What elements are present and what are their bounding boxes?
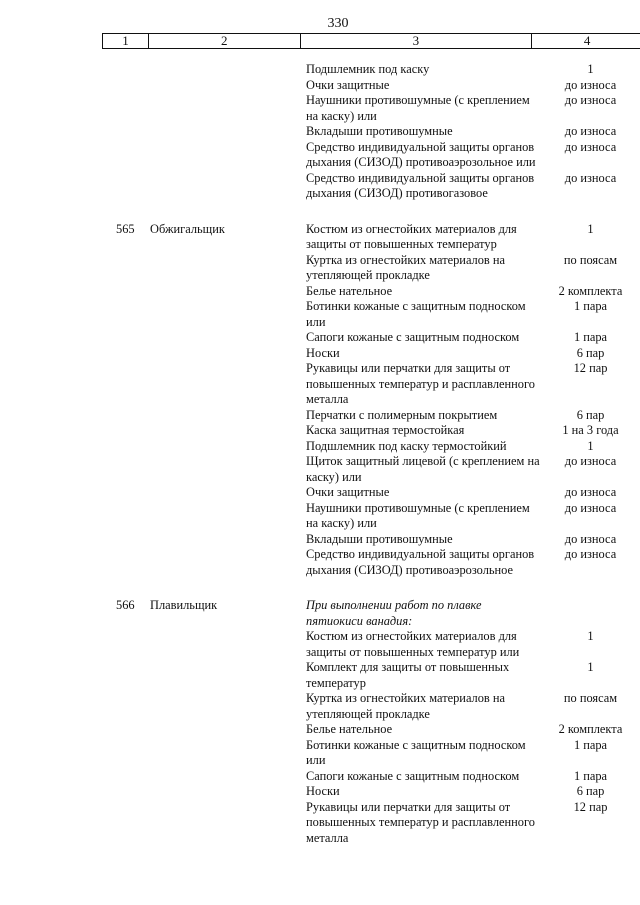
page-number: 330 [327, 16, 349, 31]
occupation-name [150, 660, 306, 691]
row-indent [0, 330, 116, 346]
ppe-quantity: 1 пара [573, 737, 608, 752]
table-row [0, 738, 640, 769]
ppe-item: Средство индивидуальной защиты органов дыхания (СИЗОД) противоаэрозольное [306, 547, 535, 577]
table-row [0, 501, 640, 532]
entry-number: 566 [116, 598, 135, 612]
ppe-item: Комплект для защиты от повышенных температур [306, 660, 510, 690]
occupation-name [150, 171, 306, 202]
entry-number [116, 346, 150, 362]
occupation-name [150, 784, 306, 800]
entry-number [116, 454, 150, 485]
entry-number [116, 532, 150, 548]
entry-group [0, 222, 640, 579]
entry-number [116, 171, 150, 202]
ppe-quantity: до износа [564, 77, 617, 92]
table-row [0, 485, 640, 501]
occupation-name [150, 62, 306, 78]
ppe-quantity: 1 [587, 62, 594, 76]
entry-number [116, 660, 150, 691]
ppe-item: Вкладыши противошумные [306, 531, 453, 546]
occupation-name [150, 691, 306, 722]
table-row [0, 93, 640, 124]
row-indent [0, 598, 116, 629]
occupation-name [150, 408, 306, 424]
header-col-3: 3 [301, 34, 533, 48]
ppe-quantity: до износа [564, 93, 617, 107]
table-row [0, 784, 640, 800]
ppe-item: Куртка из огнестойких материалов на утепляющей прокладке [306, 691, 506, 721]
ppe-quantity: до износа [564, 170, 617, 185]
ppe-quantity: по поясам [563, 691, 618, 705]
occupation-name [150, 532, 306, 548]
entry-number [116, 140, 150, 171]
ppe-quantity: 1 [587, 660, 594, 674]
occupation-name [150, 439, 306, 455]
table-row [0, 629, 640, 660]
entry-number [116, 299, 150, 330]
occupation-name [150, 501, 306, 532]
row-indent [0, 171, 116, 202]
ppe-item: Сапоги кожаные с защитным подноском [306, 330, 520, 344]
table-row [0, 253, 640, 284]
table-row [0, 284, 640, 300]
occupation-name [150, 284, 306, 300]
occupation-name: Плавильщик [150, 598, 218, 612]
row-indent [0, 769, 116, 785]
ppe-item: Рукавицы или перчатки для защиты от повышенных температур и расплавленного металла [306, 799, 535, 845]
row-indent [0, 140, 116, 171]
ppe-quantity: до износа [564, 500, 617, 515]
ppe-item: Подшлемник под каску термостойкий [306, 438, 507, 453]
ppe-quantity: 1 пара [573, 330, 608, 344]
entry-number [116, 769, 150, 785]
table-row [0, 299, 640, 330]
table-row [0, 439, 640, 455]
ppe-quantity: 6 пар [576, 784, 605, 798]
table-row [0, 423, 640, 439]
entry-number [116, 439, 150, 455]
ppe-quantity: 2 комплекта [558, 283, 623, 298]
ppe-quantity: до износа [564, 454, 617, 468]
row-indent [0, 800, 116, 847]
ppe-quantity: 1 пара [573, 299, 608, 313]
entry-number [116, 423, 150, 439]
occupation-name [150, 423, 306, 439]
ppe-item: Белье нательное [306, 722, 393, 736]
row-indent [0, 346, 116, 362]
occupation-name [150, 93, 306, 124]
entry-group [0, 598, 640, 846]
row-indent [0, 722, 116, 738]
occupation-name [150, 485, 306, 501]
row-indent [0, 253, 116, 284]
occupation-name [150, 346, 306, 362]
ppe-item: Очки защитные [306, 485, 390, 499]
row-indent [0, 784, 116, 800]
table-row [0, 800, 640, 847]
ppe-item: Наушники противошумные (с креплением на каску) или [306, 93, 530, 123]
ppe-quantity: до износа [564, 139, 617, 154]
ppe-quantity: 6 пар [576, 407, 605, 422]
occupation-name [150, 124, 306, 140]
table-row [0, 140, 640, 171]
entry-number [116, 547, 150, 578]
row-indent [0, 284, 116, 300]
entry-number [116, 408, 150, 424]
ppe-quantity: 12 пар [573, 799, 608, 814]
ppe-quantity: 1 на 3 года [562, 423, 619, 437]
row-indent [0, 629, 116, 660]
entry-number [116, 485, 150, 501]
occupation-name [150, 769, 306, 785]
ppe-item: Носки [306, 345, 340, 360]
ppe-quantity: до износа [564, 547, 617, 561]
table-row [0, 330, 640, 346]
ppe-item: Щиток защитный лицевой (с креплением на каску) или [306, 454, 540, 484]
entry-number [116, 629, 150, 660]
entry-number [116, 330, 150, 346]
entry-number [116, 284, 150, 300]
row-indent [0, 423, 116, 439]
entry-number [116, 93, 150, 124]
table-body [0, 62, 640, 866]
ppe-item: При выполнении работ по плавке пятиокиси ванадия: [306, 598, 482, 628]
table-row [0, 171, 640, 202]
row-indent [0, 738, 116, 769]
table-row [0, 222, 640, 253]
ppe-quantity: 1 пара [573, 768, 608, 783]
header-col-2: 2 [149, 34, 301, 48]
ppe-item: Подшлемник под каску [306, 62, 430, 76]
table-row [0, 346, 640, 362]
row-indent [0, 124, 116, 140]
row-indent [0, 691, 116, 722]
continuation-group [0, 62, 640, 202]
row-indent [0, 454, 116, 485]
header-col-1: 1 [103, 34, 149, 48]
ppe-item: Белье нательное [306, 283, 393, 298]
entry-number [116, 361, 150, 408]
row-indent [0, 485, 116, 501]
occupation-name [150, 800, 306, 847]
ppe-quantity: до износа [564, 485, 617, 499]
ppe-item: Ботинки кожаные с защитным подноском или [306, 737, 526, 767]
table-row [0, 454, 640, 485]
header-col-4: 4 [583, 33, 591, 48]
row-indent [0, 501, 116, 532]
entry-number [116, 62, 150, 78]
occupation-name [150, 722, 306, 738]
occupation-name [150, 299, 306, 330]
ppe-quantity: 2 комплекта [558, 722, 623, 736]
ppe-item: Каска защитная термостойкая [306, 423, 465, 437]
ppe-item: Носки [306, 784, 340, 798]
table-row [0, 691, 640, 722]
table-row [0, 769, 640, 785]
ppe-item: Очки защитные [306, 77, 390, 92]
occupation-name [150, 547, 306, 578]
entry-number [116, 722, 150, 738]
ppe-item: Костюм из огнестойких материалов для защиты от повышенных температур или [306, 629, 520, 659]
ppe-item: Средство индивидуальной защиты органов дыхания (СИЗОД) противоаэрозольное или [306, 139, 536, 169]
entry-number [116, 124, 150, 140]
ppe-item: Сапоги кожаные с защитным подноском [306, 768, 520, 783]
row-indent [0, 660, 116, 691]
row-indent [0, 222, 116, 253]
table-row [0, 598, 640, 629]
ppe-quantity [541, 598, 640, 629]
ppe-item: Костюм из огнестойких материалов для защиты от повышенных температур [306, 221, 517, 251]
entry-number: 565 [116, 221, 135, 236]
row-indent [0, 299, 116, 330]
ppe-quantity: по поясам [563, 252, 618, 267]
ppe-item: Наушники противошумные (с креплением на каску) или [306, 500, 530, 530]
row-indent [0, 78, 116, 94]
row-indent [0, 532, 116, 548]
ppe-item: Вкладыши противошумные [306, 124, 453, 138]
entry-number [116, 501, 150, 532]
row-indent [0, 361, 116, 408]
occupation-name: Обжигальщик [150, 221, 225, 236]
table-row [0, 124, 640, 140]
ppe-item: Куртка из огнестойких материалов на утепляющей прокладке [306, 252, 506, 282]
occupation-name [150, 330, 306, 346]
table-row [0, 408, 640, 424]
row-indent [0, 62, 116, 78]
ppe-quantity: 12 пар [573, 361, 608, 375]
occupation-name [150, 629, 306, 660]
row-indent [0, 408, 116, 424]
table-row [0, 78, 640, 94]
ppe-quantity: 1 [587, 221, 594, 236]
row-indent [0, 439, 116, 455]
ppe-item: Ботинки кожаные с защитным подноском или [306, 299, 526, 329]
ppe-quantity: 1 [587, 438, 594, 453]
entry-number [116, 738, 150, 769]
table-row [0, 722, 640, 738]
entry-number [116, 253, 150, 284]
row-indent [0, 547, 116, 578]
occupation-name [150, 738, 306, 769]
table-row [0, 62, 640, 78]
ppe-item: Рукавицы или перчатки для защиты от повышенных температур и расплавленного металла [306, 361, 535, 406]
entry-number [116, 784, 150, 800]
table-row [0, 660, 640, 691]
table-row [0, 361, 640, 408]
occupation-name [150, 78, 306, 94]
row-indent [0, 93, 116, 124]
occupation-name [150, 253, 306, 284]
occupation-name [150, 140, 306, 171]
table-row [0, 547, 640, 578]
entry-number [116, 800, 150, 847]
ppe-quantity: до износа [564, 531, 617, 546]
ppe-item: Перчатки с полимерным покрытием [306, 407, 498, 422]
table-row [0, 532, 640, 548]
ppe-quantity: до износа [564, 124, 617, 138]
occupation-name [150, 454, 306, 485]
table-header [102, 33, 640, 49]
ppe-item: Средство индивидуальной защиты органов дыхания (СИЗОД) противогазовое [306, 170, 535, 200]
occupation-name [150, 361, 306, 408]
ppe-quantity: 6 пар [576, 345, 605, 360]
entry-number [116, 691, 150, 722]
ppe-quantity: 1 [587, 629, 594, 643]
entry-number [116, 78, 150, 94]
